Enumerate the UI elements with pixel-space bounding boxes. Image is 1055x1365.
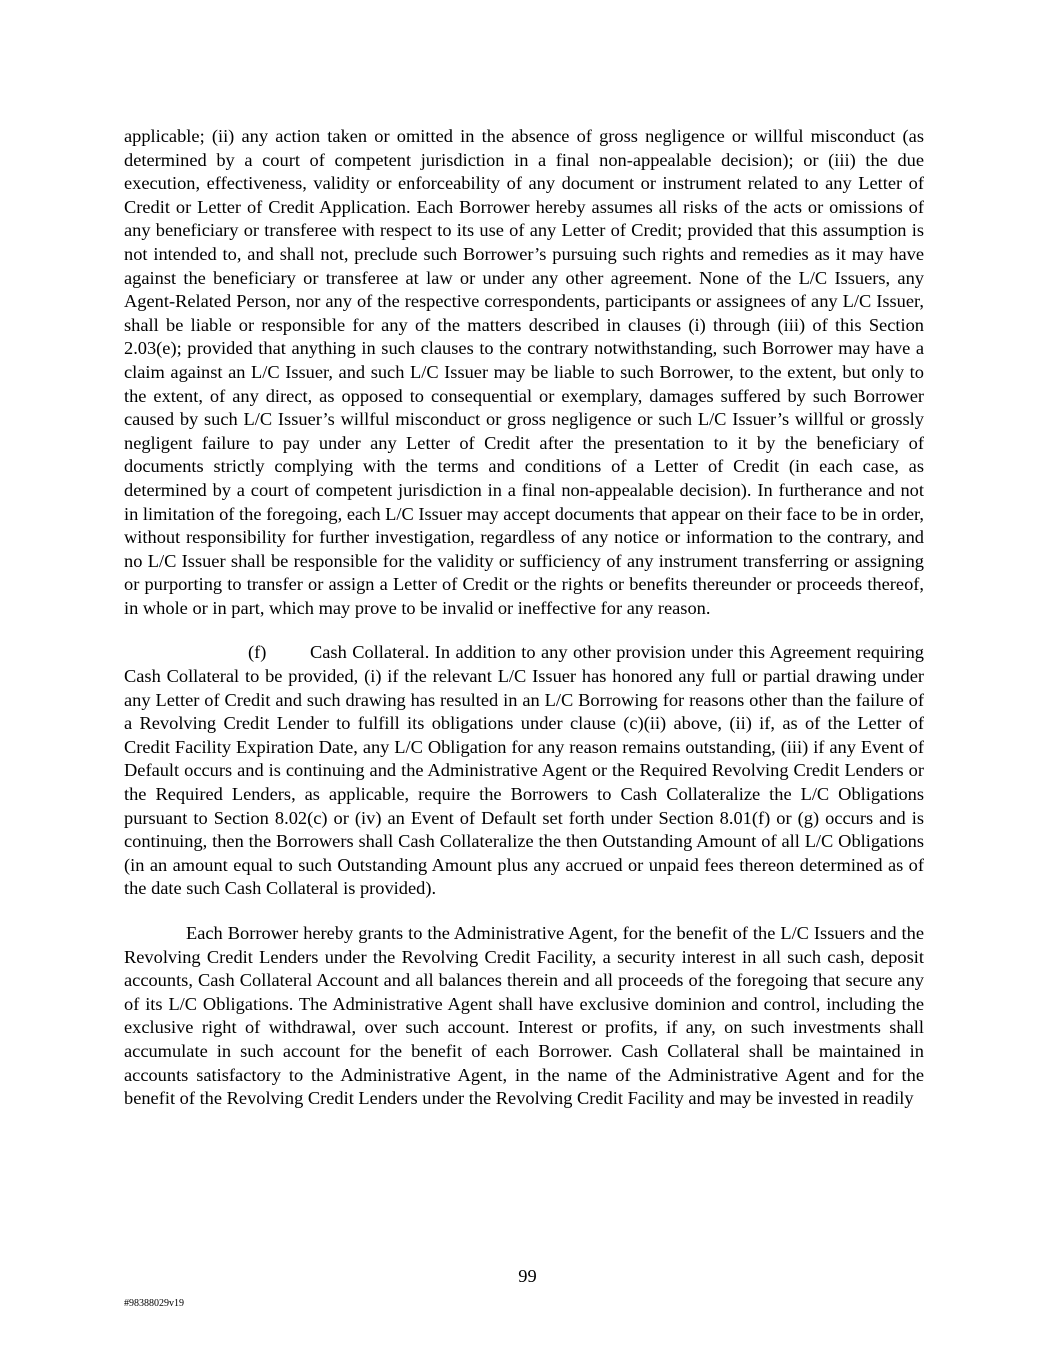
document-id: #98388029v19 <box>124 1298 184 1309</box>
document-page-body <box>124 125 924 1111</box>
clause-text: Cash Collateral. In addition to any other provision under this Agreement requiring Cash Collateral to be provided, (i) if the relevant L/C Issuer has honored any full or partial drawing under any Letter of Credit and such drawing has resulted in an L/C Borrowing for reasons other than the failure of a Revolving Credit Lender to fulfill its obligations under clause (c)(ii) above, (ii) if, as of the Letter of Credit Facility Expiration Date, any L/C Obligation for any reason remains outstanding, (iii) if any Event of Default occurs and is continuing and the Administrative Agent or the Required Revolving Credit Lenders or the Required Lenders, as applicable, require the Borrowers to Cash Collateralize the L/C Obligations pursuant to Section 8.02(c) or (iv) an Event of Default set forth under Section 8.01(f) or (g) occurs and is continuing, then the Borrowers shall Cash Collateralize the then Outstanding Amount of all L/C Obligations (in an amount equal to such Outstanding Amount plus any accrued or unpaid fees thereon determined as of the date such Cash Collateral is provided). <box>124 642 924 899</box>
paragraph-cash-collateral <box>124 641 924 901</box>
clause-label: (f) <box>248 642 267 663</box>
page-number: 99 <box>518 1266 537 1286</box>
paragraph-continuation: applicable; (ii) any action taken or omitted in the absence of gross negligence or willful misconduct (as determined by a court of competent jurisdiction in a final non-appealable decision); or (iii) the due execution, effectiveness, validity or enforceability of any document or instrument related to any Letter of Credit or Letter of Credit Application. Each Borrower hereby assumes all risks of the acts or omissions of any beneficiary or transferee with respect to its use of any Letter of Credit; provided that this assumption is not intended to, and shall not, preclude such Borrower’s pursuing such rights and remedies as it may have against the beneficiary or transferee at law or under any other agreement. None of the L/C Issuers, any Agent-Related Person, nor any of the respective correspondents, participants or assignees of any L/C Issuer, shall be liable or responsible for any of the matters described in clauses (i) through (iii) of this Section 2.03(e); provided that anything in such clauses to the contrary notwithstanding, such Borrower may have a claim against an L/C Issuer, and such L/C Issuer may be liable to such Borrower, to the extent, but only to the extent, of any direct, as opposed to consequential or exemplary, damages suffered by such Borrower caused by such L/C Issuer’s willful misconduct or gross negligence or such L/C Issuer’s willful or grossly negligent failure to pay under any Letter of Credit after the presentation to it by the beneficiary of documents strictly complying with the terms and conditions of a Letter of Credit (in each case, as determined by a court of competent jurisdiction in a final non-appealable decision). In furtherance and not in limitation of the foregoing, each L/C Issuer may accept documents that appear on their face to be in order, without responsibility for further investigation, regardless of any notice or information to the contrary, and no L/C Issuer shall be responsible for the validity or sufficiency of any instrument transferring or assigning or purporting to transfer or assign a Letter of Credit or the rights or benefits thereunder or proceeds thereof, in whole or in part, which may prove to be invalid or ineffective for any reason. <box>124 126 924 618</box>
paragraph-security-grant: Each Borrower hereby grants to the Administrative Agent, for the benefit of the L/C Issuers and the Revolving Credit Lenders under the Revolving Credit Facility, a security interest in all such cash, deposit accounts, Cash Collateral Account and all balances therein and all proceeds of the foregoing that secure any of its L/C Obligations. The Administrative Agent shall have exclusive dominion and control, including the exclusive right of withdrawal, over such account. Interest or profits, if any, on such investments shall accumulate in such account for the benefit of each Borrower. Cash Collateral shall be maintained in accounts satisfactory to the Administrative Agent, in the name of the Administrative Agent and for the benefit of the Revolving Credit Lenders under the Revolving Credit Facility and may be invested in readily <box>124 923 924 1109</box>
